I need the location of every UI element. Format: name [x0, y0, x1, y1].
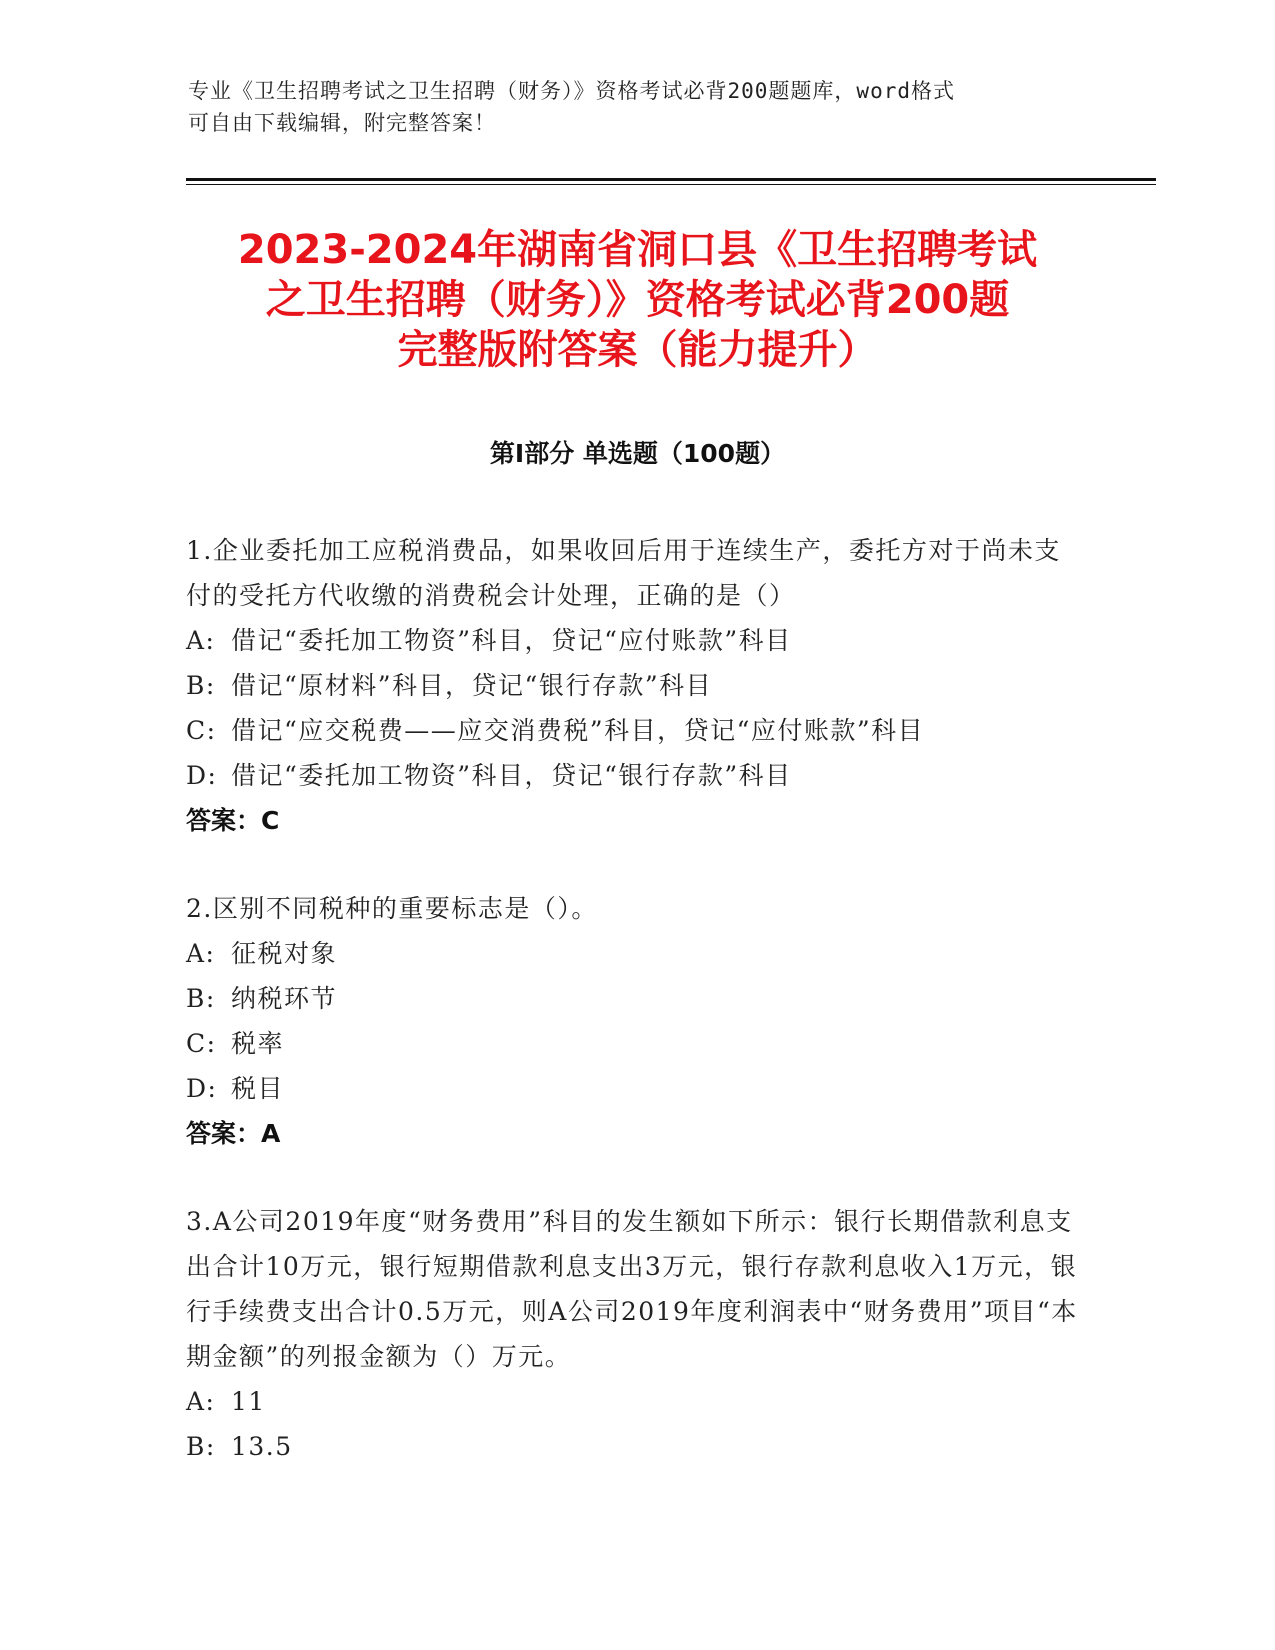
- option-text: 借记“委托加工物资”科目，贷记“应付账款”科目: [231, 626, 792, 655]
- option-label: A:: [186, 939, 216, 968]
- option-text: 借记“委托加工物资”科目，贷记“银行存款”科目: [231, 761, 792, 790]
- header-rule-thin: [186, 184, 1156, 185]
- answer-line: 答案：A: [186, 1119, 281, 1148]
- option-label: B:: [186, 1432, 216, 1461]
- option-d: [186, 753, 1086, 798]
- question-item: [186, 886, 1086, 1156]
- question-item: [186, 1199, 1086, 1469]
- option-b: [186, 663, 1086, 708]
- option-text: 11: [231, 1387, 266, 1416]
- question-stem: 3.A公司2019年度“财务费用”科目的发生额如下所示：银行长期借款利息支出合计10万元，银行短期借款利息支出3万元，银行存款利息收入1万元，银行手续费支出合计0.5万元，则A公司2019年度利润表中“财务费用”项目“本期金额”的列报金额为（）万元。: [186, 1207, 1078, 1371]
- option-a: [186, 618, 1086, 663]
- option-label: B:: [186, 671, 216, 700]
- title-line-2: 之卫生招聘（财务）》资格考试必背200题: [265, 277, 1010, 323]
- option-label: C:: [186, 716, 217, 745]
- option-b: [186, 976, 1086, 1021]
- option-label: C:: [186, 1029, 217, 1058]
- header-rule-thick: [186, 178, 1156, 181]
- option-b: [186, 1424, 1086, 1469]
- section-heading: 第Ⅰ部分 单选题（100题）: [489, 439, 786, 468]
- option-a: [186, 931, 1086, 976]
- option-label: D:: [186, 1074, 218, 1103]
- option-text: 借记“应交税费——应交消费税”科目，贷记“应付账款”科目: [231, 716, 925, 745]
- option-label: A:: [186, 1387, 216, 1416]
- option-label: B:: [186, 984, 216, 1013]
- header-note-line-2: 可自由下载编辑，附完整答案！: [188, 111, 496, 135]
- question-list: [186, 528, 1086, 1512]
- question-stem: 2.区别不同税种的重要标志是（）。: [186, 894, 598, 923]
- option-label: D:: [186, 761, 218, 790]
- title-line-1: 2023-2024年湖南省洞口县《卫生招聘考试: [237, 227, 1038, 273]
- option-d: [186, 1066, 1086, 1111]
- option-label: A:: [186, 626, 216, 655]
- question-stem: 1.企业委托加工应税消费品，如果收回后用于连续生产，委托方对于尚未支付的受托方代收缴的消费税会计处理，正确的是（）: [186, 536, 1061, 610]
- option-c: [186, 1021, 1086, 1066]
- answer-line: 答案：C: [186, 806, 280, 835]
- option-text: 税率: [231, 1029, 285, 1058]
- option-a: [186, 1379, 1086, 1424]
- header-note-line-1: 专业《卫生招聘考试之卫生招聘（财务）》资格考试必背200题题库，word格式: [188, 79, 955, 103]
- option-text: 税目: [231, 1074, 285, 1103]
- option-text: 征税对象: [231, 939, 338, 968]
- question-item: [186, 528, 1086, 843]
- document-title: [150, 225, 1125, 375]
- option-text: 13.5: [231, 1432, 293, 1461]
- title-line-3: 完整版附答案（能力提升）: [397, 327, 878, 373]
- header-note: [188, 75, 1068, 139]
- option-text: 纳税环节: [231, 984, 338, 1013]
- option-text: 借记“原材料”科目，贷记“银行存款”科目: [231, 671, 713, 700]
- option-c: [186, 708, 1086, 753]
